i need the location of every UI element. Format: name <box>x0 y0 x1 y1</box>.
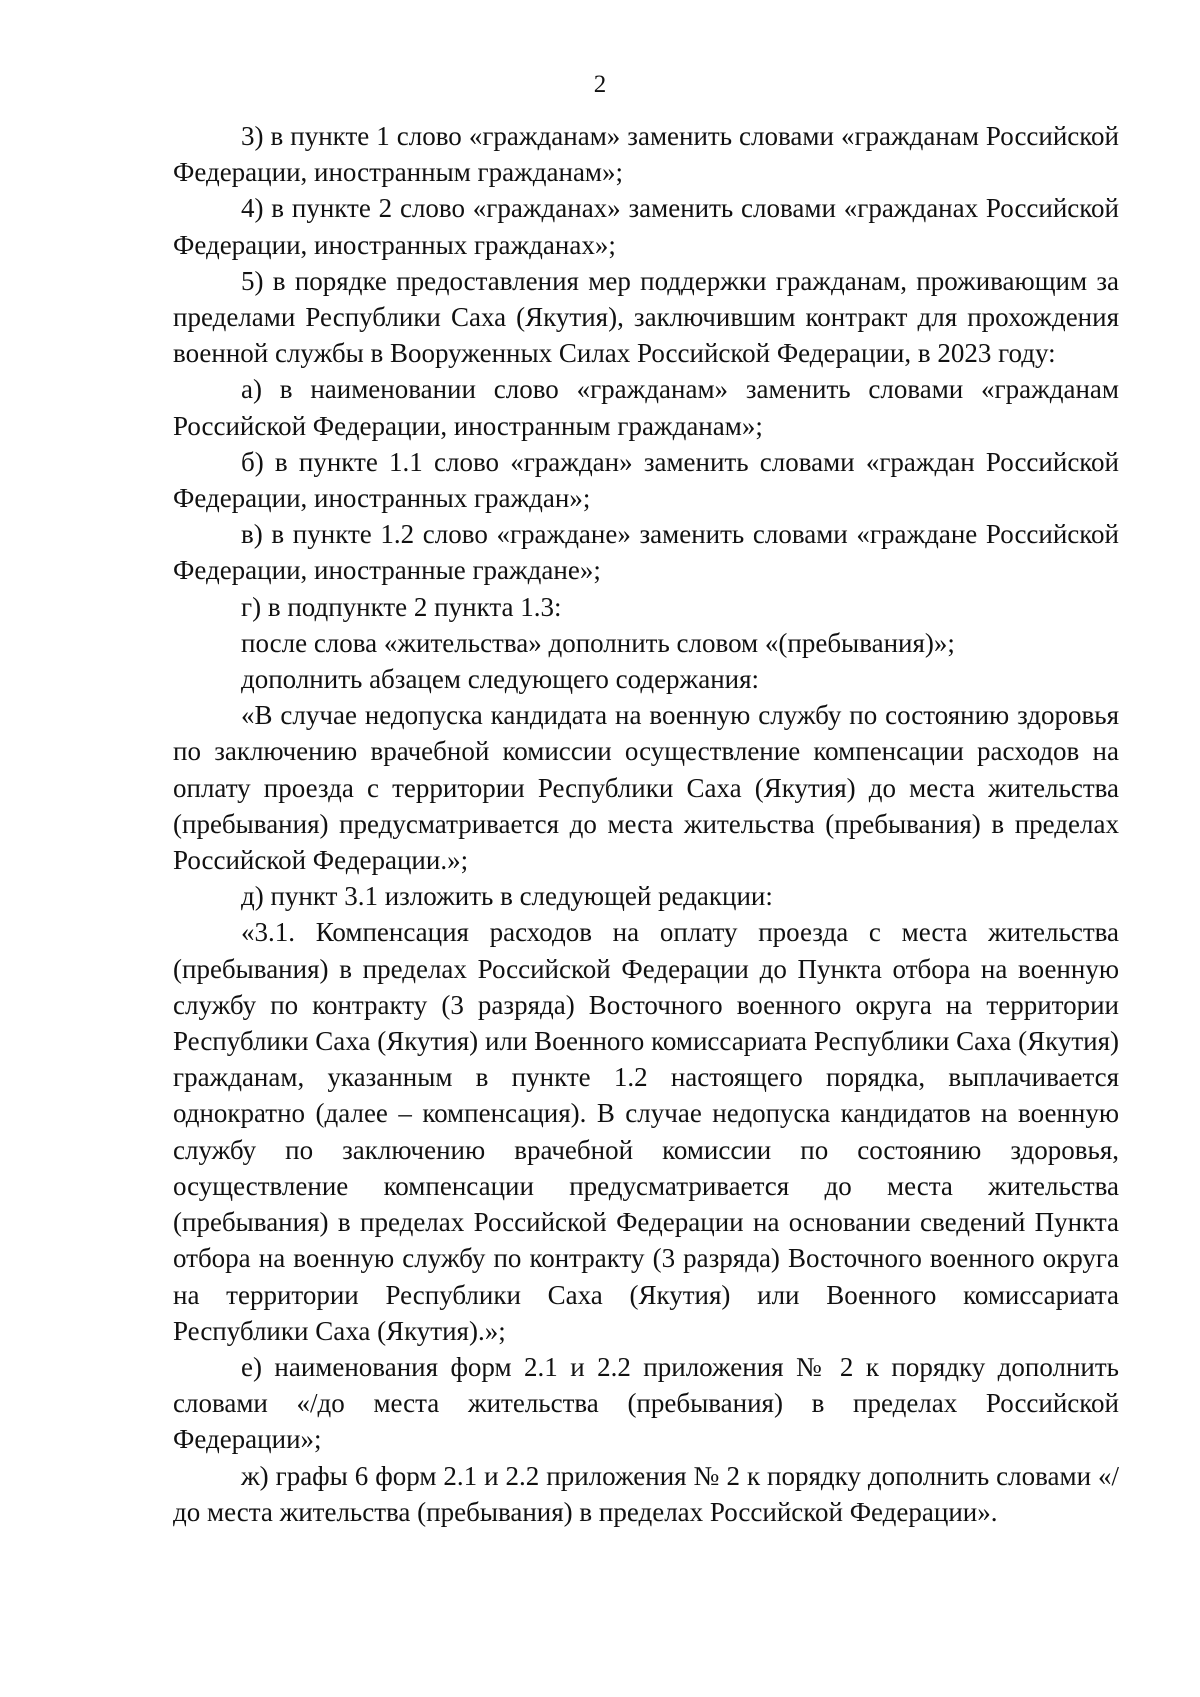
paragraph-add-abstract: дополнить абзацем следующего содержания: <box>241 664 760 695</box>
paragraph-subitem-zh: ж) графы 6 форм 2.1 и 2.2 приложения № 2 к порядку дополнить словами «/до места жительства (пребывания) в пределах Российской Федерации». <box>173 1460 1119 1527</box>
paragraph-after-word: после слова «жительства» дополнить словом «(пребывания)»; <box>241 627 955 658</box>
paragraph-subitem-e: е) наименования форм 2.1 и 2.2 приложения № 2 к порядку дополнить словами «/до места жительства (пребывания) в пределах Российской Федерации»; <box>173 1351 1119 1455</box>
paragraph-quoted-abstract: «В случае недопуска кандидата на военную службу по состоянию здоровья по заключению врачебной комиссии осуществление компенсации расходов на оплату проезда с территории Республики Саха (Якутия) до места жительства (пребывания) предусматривается до места жительства (пребывания) в пределах Российской Федерации.»; <box>173 700 1119 876</box>
paragraph-item-3: 3) в пункте 1 слово «гражданам» заменить словами «гражданам Российской Федерации, иностранным гражданам»; <box>173 121 1119 188</box>
page-number: 2 <box>593 71 607 98</box>
paragraph-subitem-a: а) в наименовании слово «гражданам» заменить словами «гражданам Российской Федерации, иностранным гражданам»; <box>173 374 1119 441</box>
paragraph-subitem-d: д) пункт 3.1 изложить в следующей редакции: <box>241 881 773 912</box>
document-body <box>173 118 1119 1530</box>
paragraph-quoted-3-1: «3.1. Компенсация расходов на оплату проезда с места жительства (пребывания) в пределах Российской Федерации до Пункта отбора на военную службу по контракту (3 разряда) Восточного военного округа на территории Республики Саха (Якутия) или Военного комиссариата Республики Саха (Якутия) гражданам, указанным в пункте 1.2 настоящего порядка, выплачивается однократно (далее – компенсация). В случае недопуска кандидатов на военную службу по заключению врачебной комиссии по состоянию здоровья, осуществление компенсации предусматривается до места жительства (пребывания) в пределах Российской Федерации на основании сведений Пункта отбора на военную службу по контракту (3 разряда) Восточного военного округа на территории Республики Саха (Якутия) или Военного комиссариата Республики Саха (Якутия).»; <box>173 917 1119 1346</box>
paragraph-subitem-v: в) в пункте 1.2 слово «граждане» заменить словами «граждане Российской Федерации, иностранные граждане»; <box>173 519 1119 586</box>
paragraph-item-4: 4) в пункте 2 слово «гражданах» заменить словами «гражданах Российской Федерации, иностранных гражданах»; <box>173 193 1119 260</box>
paragraph-item-5: 5) в порядке предоставления мер поддержки гражданам, проживающим за пределами Республики Саха (Якутия), заключившим контракт для прохождения военной службы в Вооруженных Силах Российской Федерации, в 2023 году: <box>173 265 1119 369</box>
paragraph-subitem-b: б) в пункте 1.1 слово «граждан» заменить словами «граждан Российской Федерации, иностранных граждан»; <box>173 446 1119 514</box>
paragraph-subitem-g: г) в подпункте 2 пункта 1.3: <box>241 591 562 622</box>
